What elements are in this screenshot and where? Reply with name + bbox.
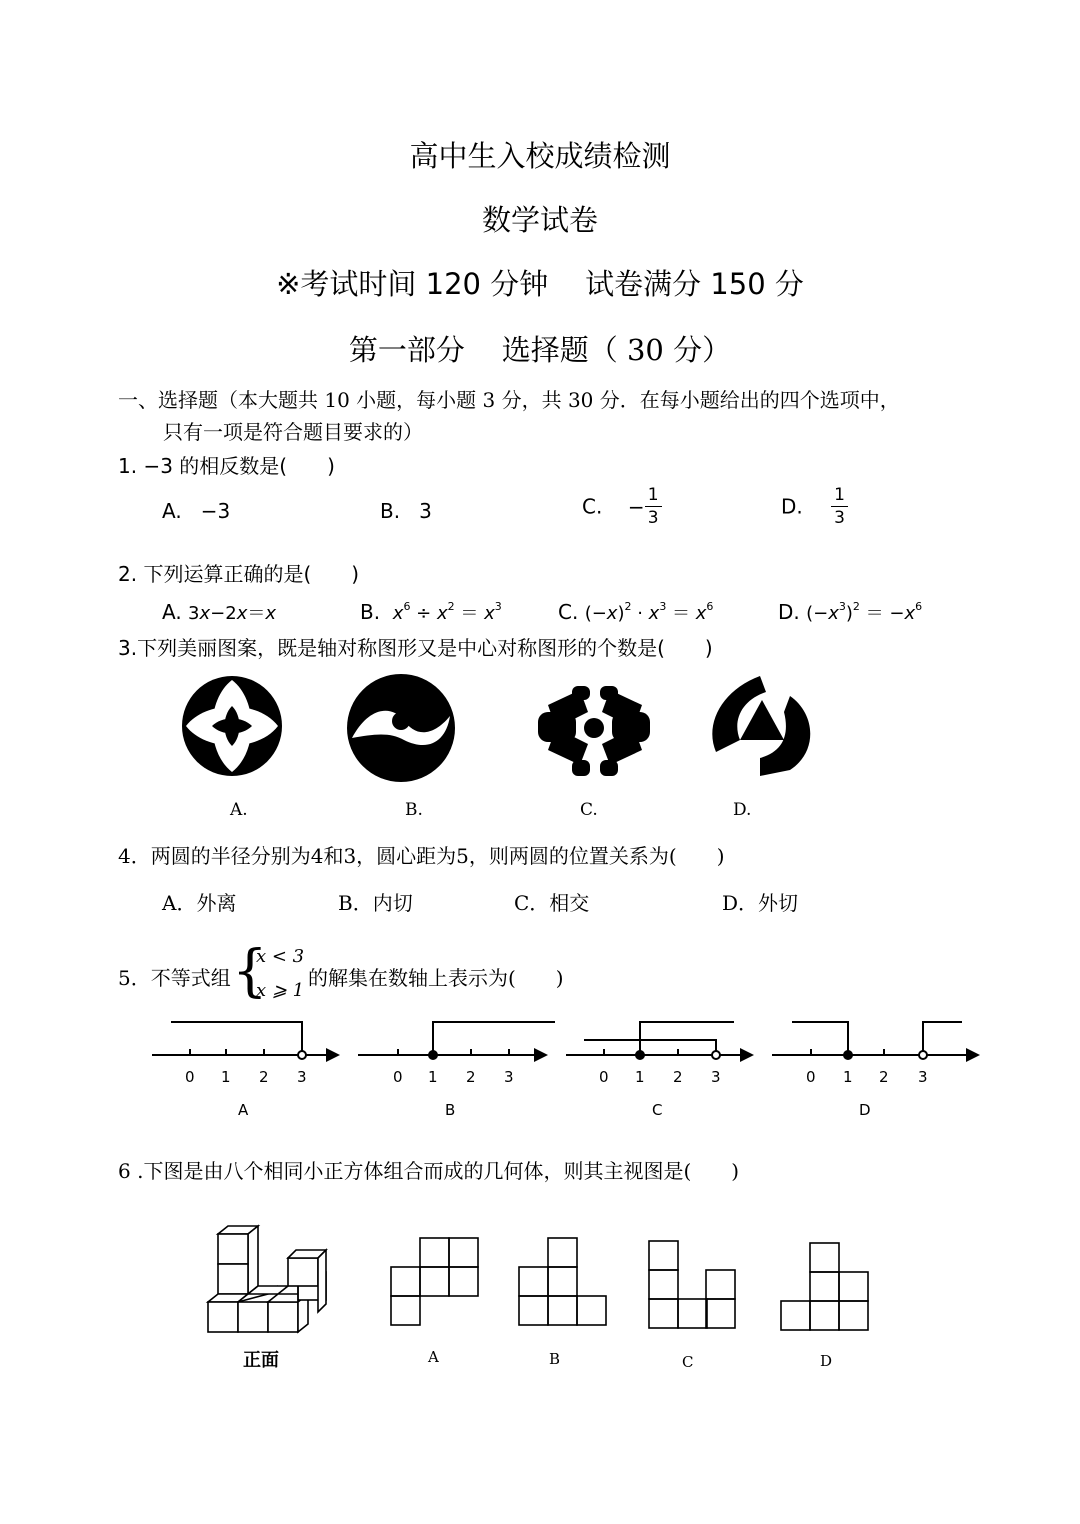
- q5-stem-post: 的解集在数轴上表示为( ): [308, 966, 564, 990]
- q6-caption-a: A: [428, 1348, 439, 1366]
- q4-option-b: B．内切: [338, 891, 413, 915]
- q1-b-value: 3: [419, 499, 432, 523]
- q1-b-label: B.: [380, 499, 401, 523]
- q3-pattern-b: [347, 674, 455, 782]
- q5-brace: {: [232, 939, 268, 1004]
- q5-c-tick-1: 1: [635, 1068, 645, 1086]
- q1-c-label: C.: [582, 494, 603, 519]
- q3-pattern-c: [538, 686, 650, 776]
- q5-a-tick-3: 3: [297, 1068, 307, 1086]
- q3-pattern-d: [712, 676, 810, 776]
- q5-axis-a: [152, 1022, 340, 1062]
- q4-stem: 4．两圆的半径分别为4和3，圆心距为5，则两圆的位置关系为( ): [118, 844, 725, 868]
- q4-option-d: D．外切: [722, 891, 799, 915]
- q4-option-a: A．外离: [162, 891, 237, 915]
- q5-b-tick-2: 2: [466, 1068, 476, 1086]
- q5-b-tick-0: 0: [393, 1068, 403, 1086]
- q6-stem: 6 .下图是由八个相同小正方体组合而成的几何体，则其主视图是( ): [118, 1159, 740, 1183]
- q1-d-numerator: 1: [831, 484, 848, 507]
- q1-d-denominator: 3: [834, 508, 845, 528]
- q2-option-b: B. $x^6 \div x^2 = x^3$: [360, 600, 502, 624]
- q5-caption-b: B: [445, 1101, 456, 1119]
- q5-caption-c: C: [652, 1101, 663, 1119]
- q6-caption-d: D: [820, 1352, 833, 1370]
- q3-stem: 3.下列美丽图案，既是轴对称图形又是中心对称图形的个数是( ): [118, 636, 713, 660]
- q5-inequality-2: x ⩾ 1: [256, 980, 305, 1001]
- q5-b-tick-3: 3: [504, 1068, 514, 1086]
- q5-a-tick-2: 2: [259, 1068, 269, 1086]
- q2-stem: 2. 下列运算正确的是( ): [118, 562, 360, 586]
- q5-axis-b: [358, 1022, 555, 1062]
- q5-b-tick-1: 1: [428, 1068, 438, 1086]
- q3-caption-d: D.: [733, 800, 752, 820]
- q1-c-sign: −: [627, 494, 645, 519]
- q3-caption-b: B.: [405, 800, 423, 820]
- q6-front-label: 正面: [243, 1350, 279, 1371]
- q5-d-tick-2: 2: [879, 1068, 889, 1086]
- q4-option-c: C．相交: [514, 891, 590, 915]
- q5-stem-pre: 5．不等式组: [118, 966, 231, 990]
- section-intro-line2: 只有一项是符合题目要求的）: [163, 420, 423, 444]
- q6-view-b: [519, 1238, 606, 1325]
- q5-a-tick-0: 0: [185, 1068, 195, 1086]
- q3-caption-c: C.: [580, 800, 598, 820]
- q1-a-value: −3: [200, 499, 231, 523]
- q2-a-label: A.: [162, 600, 182, 624]
- q5-caption-d: D: [859, 1101, 871, 1119]
- q1-a-label: A.: [162, 499, 182, 523]
- q5-d-tick-0: 0: [806, 1068, 816, 1086]
- exam-subtitle: 数学试卷: [481, 203, 598, 237]
- q2-option-a: A. 3x−2x＝x: [162, 600, 277, 624]
- q5-caption-a: A: [238, 1101, 249, 1119]
- section-intro-line1: 一、选择题（本大题共 10 小题，每小题 3 分，共 30 分．在每小题给出的四个选项中，: [118, 388, 900, 412]
- exam-title: 高中生入校成绩检测: [409, 139, 671, 173]
- q6-caption-b: B: [549, 1350, 561, 1368]
- q3-pattern-a: [182, 676, 282, 776]
- q6-view-a: [391, 1238, 478, 1325]
- q5-d-tick-1: 1: [843, 1068, 853, 1086]
- q1-c-denominator: 3: [647, 508, 659, 528]
- q6-view-c: [649, 1241, 735, 1328]
- q2-d-label: D.: [778, 600, 800, 624]
- part-heading: 第一部分 选择题（ 30 分）: [348, 333, 732, 367]
- q2-option-d: D. $(-x^3)^2 = -x^6$: [778, 600, 923, 624]
- exam-info: ※考试时间 120 分钟 试卷满分 150 分: [276, 267, 804, 301]
- q1-stem: 1. −3 的相反数是( ): [118, 454, 335, 478]
- q6-caption-c: C: [682, 1353, 694, 1371]
- q2-c-label: C.: [558, 600, 579, 624]
- q5-axis-c: [566, 1022, 754, 1062]
- q6-view-d: [781, 1243, 868, 1330]
- q3-caption-a: A.: [230, 800, 248, 820]
- q5-d-tick-3: 3: [918, 1068, 928, 1086]
- q6-solid-front: [208, 1226, 326, 1332]
- q1-d-label: D.: [781, 494, 803, 519]
- q5-c-tick-2: 2: [673, 1068, 683, 1086]
- q1-c-numerator: 1: [645, 484, 662, 507]
- q5-inequality-1: x < 3: [256, 946, 305, 967]
- q5-c-tick-3: 3: [711, 1068, 721, 1086]
- q2-option-c: C. $(-x)^2 \cdot x^3 = x^6$: [558, 600, 714, 624]
- q5-c-tick-0: 0: [599, 1068, 609, 1086]
- q5-axis-d: [772, 1022, 980, 1062]
- q5-a-tick-1: 1: [221, 1068, 231, 1086]
- q2-b-label: B.: [360, 600, 381, 624]
